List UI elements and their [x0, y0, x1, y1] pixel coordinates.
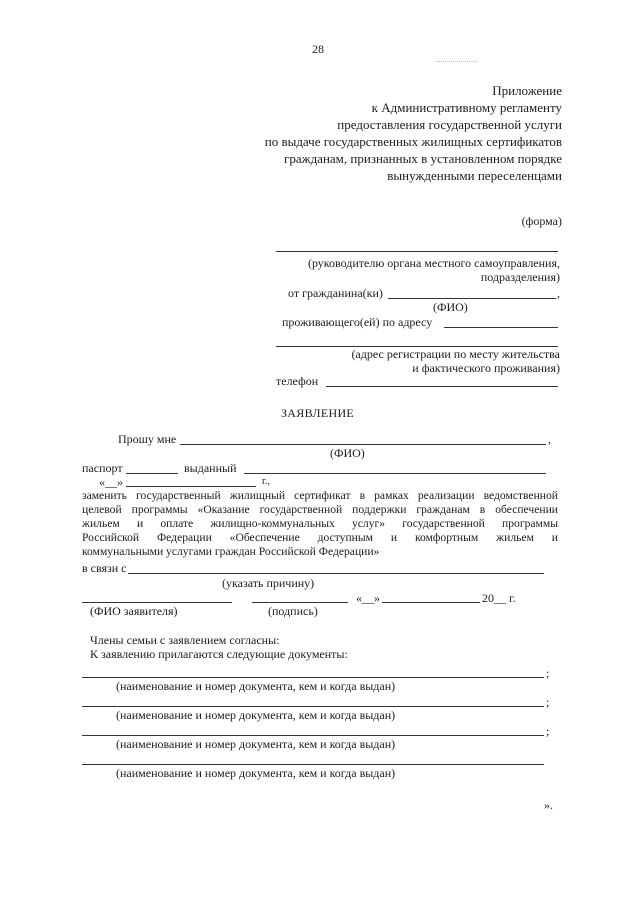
request-end: , [548, 432, 551, 446]
addressee-field [276, 251, 558, 252]
comma: , [557, 286, 560, 300]
appendix-block [265, 82, 562, 184]
residing-label: проживающего(ей) по адресу [282, 315, 433, 329]
passport-number-field [126, 473, 178, 474]
signature-caption: (подпись) [268, 604, 318, 618]
doc-caption: (наименование и номер документа, кем и когда выдан) [116, 737, 396, 751]
from-field [388, 298, 556, 299]
issued-label: выданный [184, 461, 237, 475]
sign-date-open: «__» [356, 591, 380, 605]
appendix-line: по выдаче государственных жилищных сертификатов [264, 134, 562, 149]
residing-field [444, 327, 558, 328]
document-field [82, 706, 544, 707]
reason-field [128, 573, 544, 574]
date-open: «__» [99, 475, 123, 489]
phone-field [326, 386, 558, 387]
paragraph-line: жильем и оплате жилищно-коммунальных услуг» государственной программы [82, 517, 558, 530]
doc-caption: (наименование и номер документа, кем и когда выдан) [116, 708, 396, 722]
appendix-line: предоставления государственной услуги [337, 117, 562, 132]
family-consent: Члены семьи с заявлением согласны: [90, 633, 280, 647]
issued-by-field [244, 473, 546, 474]
from-label: от гражданина(ки) [288, 286, 383, 300]
paragraph-line: коммунальными услугами граждан Российской Федерации» [82, 545, 380, 558]
semicolon: ; [546, 666, 550, 680]
paragraph-line: Российской Федерации «Обеспечение доступным и комфортным жильем и [82, 531, 558, 544]
fio-caption-header: (ФИО) [433, 300, 468, 314]
scan-speck [436, 60, 476, 62]
date-field [126, 486, 256, 487]
closing-mark: ». [544, 798, 553, 812]
document-field [82, 677, 544, 678]
applicant-caption: (ФИО заявителя) [90, 604, 178, 618]
sign-date-field [382, 602, 480, 603]
request-label: Прошу мне [118, 432, 177, 446]
address-caption-2: и фактического проживания) [412, 361, 560, 375]
semicolon: ; [546, 695, 550, 709]
sign-year: 20__ г. [482, 591, 516, 605]
appendix-line: гражданам, признанных в установленном порядке [283, 151, 562, 166]
head-caption-2: подразделения) [480, 270, 560, 284]
form-label: (форма) [521, 214, 562, 228]
phone-label: телефон [276, 374, 319, 388]
appendix-line: к Административному регламенту [371, 100, 562, 115]
paragraph-line: целевой программы «Оказание государственной поддержки гражданам в обеспечении [82, 503, 558, 516]
head-caption-1: (руководителю органа местного самоуправления, [307, 256, 560, 270]
reason-caption: (указать причину) [222, 576, 315, 590]
year-suffix: г., [262, 476, 270, 487]
doc-caption: (наименование и номер документа, кем и когда выдан) [116, 766, 396, 780]
reason-label: в связи с [82, 561, 127, 575]
document-field [82, 764, 544, 765]
signature-field [252, 602, 348, 603]
page-number: 28 [312, 42, 324, 56]
request-field [180, 444, 546, 445]
appendix-line: Приложение [492, 83, 562, 98]
document-title: ЗАЯВЛЕНИЕ [281, 406, 355, 420]
address-caption-1: (адрес регистрации по месту жительства [351, 347, 560, 361]
semicolon: ; [546, 724, 550, 738]
paragraph-line: заменить государственный жилищный сертификат в рамках реализации ведомственной [82, 489, 558, 502]
document-field [82, 735, 544, 736]
doc-caption: (наименование и номер документа, кем и когда выдан) [116, 679, 396, 693]
applicant-name-field [82, 602, 232, 603]
attached-docs-label: К заявлению прилагаются следующие документы: [90, 647, 348, 661]
passport-label: паспорт [82, 461, 123, 475]
appendix-line: вынужденными переселенцами [387, 168, 562, 183]
fio-caption-body: (ФИО) [330, 446, 365, 460]
